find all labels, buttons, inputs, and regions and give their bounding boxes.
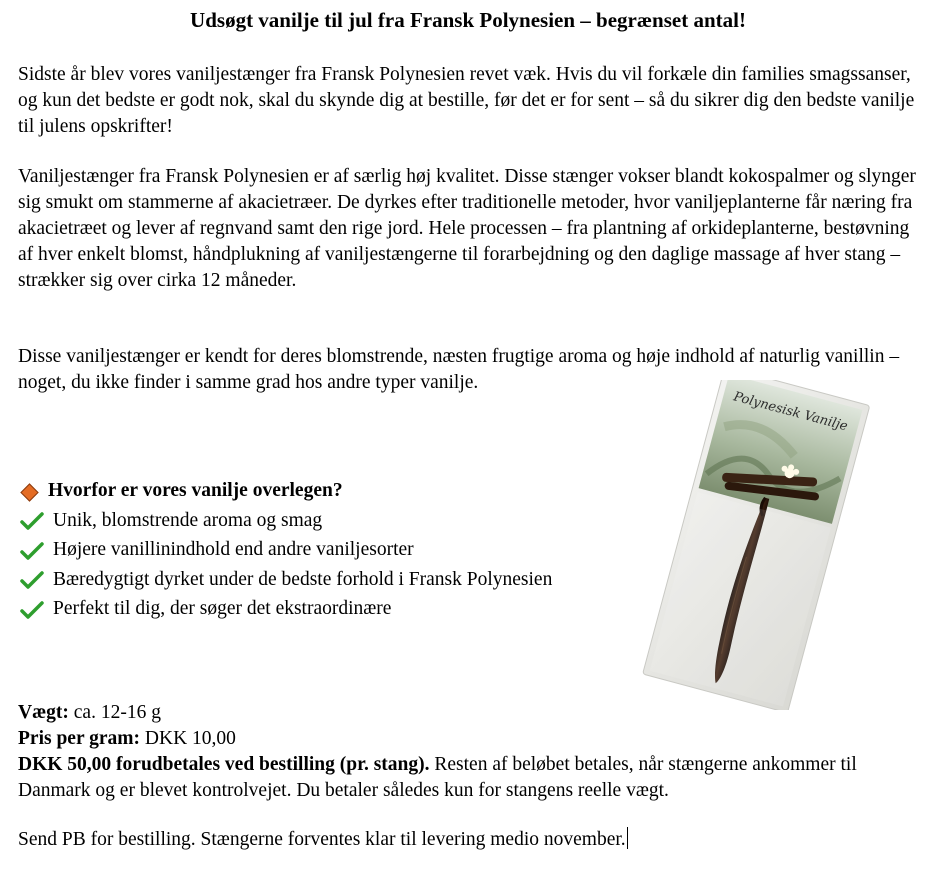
- weight-label: Vægt:: [18, 702, 69, 723]
- package-label-text: Polynesisk Vanilje: [731, 389, 850, 435]
- intro-paragraph: Sidste år blev vores vaniljestænger fra Fransk Polynesien revet væk. Hvis du vil forkæle din families smagssanser, og kun det bedste er godt nok, skal du skynde dig at bestille, før det er for sent – så du sikrer dig den bedste vanilje til julens opskrifter!: [18, 64, 915, 137]
- vanilla-product-photo: [620, 380, 880, 710]
- weight-value: ca. 12-16 g: [68, 702, 161, 723]
- price-label: Pris per gram:: [18, 728, 141, 749]
- why-list-heading: Hvorfor er vores vanilje overlegen?: [48, 480, 343, 501]
- list-item-text: Unik, blomstrende aroma og smag: [53, 509, 323, 531]
- why-list: [18, 476, 658, 624]
- price-line: [18, 726, 918, 752]
- list-item: [18, 506, 658, 536]
- product-info: [18, 700, 918, 804]
- prepay-rest-text: Resten af beløbet betales, når stængerne ankommer til Danmark og er blevet kontrolvejet. Du betaler således kun for stangens reelle vægt.: [18, 754, 857, 801]
- page-title: Udsøgt vanilje til jul fra Fransk Polynesien – begrænset antal!: [190, 8, 746, 32]
- list-item: [18, 565, 658, 595]
- text-cursor: [627, 827, 628, 849]
- quality-paragraph: Vaniljestænger fra Fransk Polynesien er af særlig høj kvalitet. Disse stænger vokser blandt kokospalmer og slynger sig smukt om stammerne af akacietræer. De dyrkes efter traditionelle metoder, hvor vaniljeplanterne får næring fra akacietræet og lever af regnvand samt den rige jord. Hele processen – fra plantning af orkideplanterne, bestøvning af hver enkelt blomst, håndplukning af vaniljestængerne til forarbejdning og den daglige massage af hver stang – strækker sig over cirka 12 måneder.: [18, 166, 916, 291]
- check-mark-icon: [18, 568, 44, 590]
- prepay-paragraph: [18, 752, 918, 804]
- orange-diamond-icon: [18, 480, 44, 502]
- closing-paragraph: [18, 827, 628, 853]
- list-item-text: Perfekt til dig, der søger det ekstraordinære: [53, 598, 392, 619]
- check-mark-icon: [18, 598, 44, 620]
- closing-text: Send PB for bestilling. Stængerne forventes klar til levering medio november.: [18, 829, 626, 850]
- prepay-bold-text: DKK 50,00 forudbetales ved bestilling (pr. stang).: [18, 754, 430, 775]
- check-mark-icon: [18, 539, 44, 561]
- price-value: DKK 10,00: [140, 728, 236, 749]
- list-item: [18, 535, 658, 565]
- check-mark-icon: [18, 509, 44, 531]
- aroma-paragraph: Disse vaniljestænger er kendt for deres blomstrende, næsten frugtige aroma og høje indhold af naturlig vanillin – noget, du ikke finder i samme grad hos andre typer vanilje.: [18, 346, 900, 393]
- why-list-heading-row: [18, 476, 658, 506]
- list-item-text: Bæredygtigt dyrket under de bedste forhold i Fransk Polynesien: [53, 568, 553, 590]
- list-item: [18, 594, 658, 624]
- list-item-text: Højere vanillinindhold end andre vaniljesorter: [53, 539, 414, 560]
